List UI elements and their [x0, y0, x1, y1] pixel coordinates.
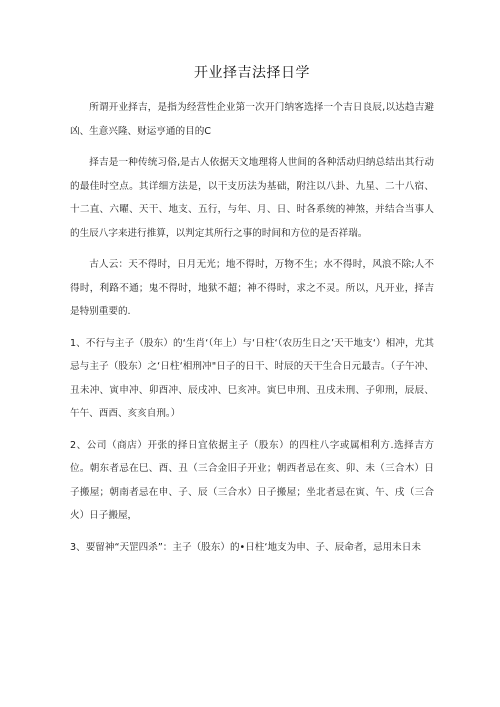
- paragraph-rule-3: 3、要留神“天罡四杀”：主子（股东）的•日柱‘地支为申、子、辰命者，忌用未日未: [70, 541, 421, 553]
- document-title: 开业择吉法择日学: [194, 65, 310, 81]
- paragraph-definition: 择吉是一种传统习俗,是古人依据天文地理将人世间的各种活动归纳总结出其行动的最佳时空点。其详细方法是，以干支历法为基础，附注以八卦、九星、二十八宿、十二直、六曜、天干、地支、五行，与年、月、日、时各系统的神煞，并结合当事人的生辰八字来进行推算，以判定其所行之事的时间和方位的是否祥瑞。: [70, 157, 434, 239]
- paragraph-rule-2: 2、公司（商店）开张的择日宜依据主子（股东）的四柱八字或属相利方.选择吉方位。朝东者忌在巳、酉、丑（三合金旧子开业；朝西者忌在亥、卯、未（三合木）日子搬屋；朝南者忌在申、子、辰（三合水）日子搬屋；坐北者忌在寅、午、戌（三合火）日子搬屋，: [70, 439, 434, 521]
- paragraph-intro: 所谓开业择吉，是指为经营性企业第一次开门纳客选择一个吉日良辰,以达趋吉避凶、生意兴隆、财运亨通的目的C: [70, 102, 434, 137]
- paragraph-rule-1: 1、不行与主子（股东）的‘生肖‘（年上）与‘日柱‘（农历生日之’天干地支‘）相冲，尤其忌与主子（股东）之‘日柱‘相刑冲"日子的日干、时辰的天干生合日元最吉。（子午冲、丑未冲、寅申冲、卯酉冲、辰戌冲、巳亥冲。寅巳申刑、丑戌未刑、子卯刑，辰辰、午午、酉酉、亥亥自刑。）: [70, 337, 434, 419]
- paragraph-ancient-saying: 古人云：天不得时，日月无光；地不得时，万物不生；水不得时，风浪不除;人不得时，利路不通；鬼不得时，地狱不超；神不得时，求之不灵。所以，凡开业，择吉是特别重要的.: [70, 259, 434, 317]
